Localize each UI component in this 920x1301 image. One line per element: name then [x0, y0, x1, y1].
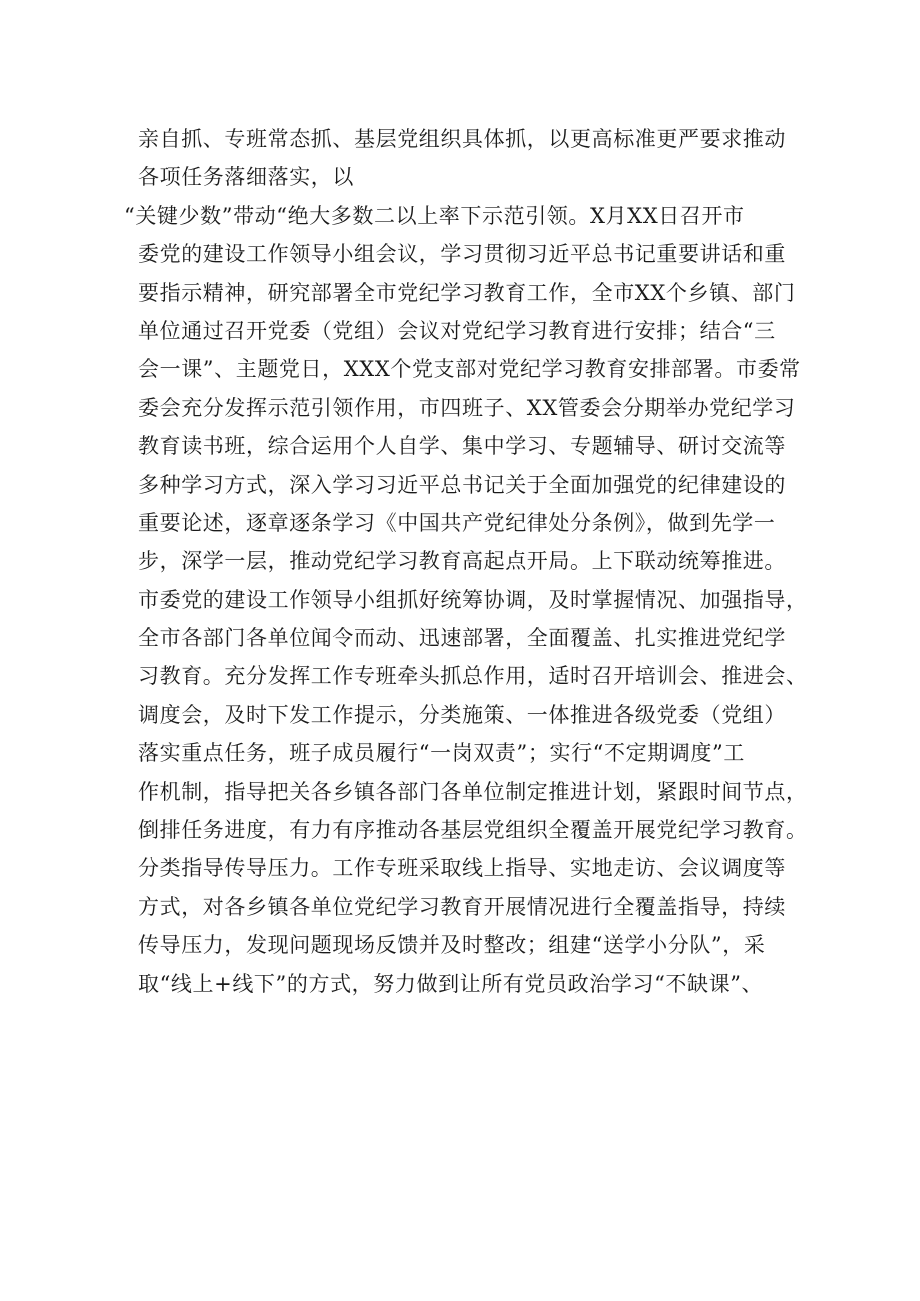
text-line: 倒排任务进度，有力有序推动各基层党组织全覆盖开展党纪学习教育。 [138, 818, 808, 843]
text-line: 全市各部门各单位闻令而动、迅速部署，全面覆盖、扎实推进党纪学 [138, 626, 786, 651]
text-line: 传导压力，发现问题现场反馈并及时整改；组建“送学小分队”，采 [138, 933, 766, 958]
text-line: 各项任务落细落实，以 [138, 165, 354, 190]
text-line: 习教育。充分发挥工作专班牵头抓总作用，适时召开培训会、推进会、 [138, 664, 808, 689]
text-line: 步，深学一层，推动党纪学习教育高起点开局。上下联动统筹推进。 [138, 549, 786, 574]
text-line: 多种学习方式，深入学习习近平总书记关于全面加强党的纪律建设的 [138, 472, 786, 497]
text-line: 单位通过召开党委（党组）会议对党纪学习教育进行安排；结合“三 [138, 318, 776, 343]
text-line: 委会充分发挥示范引领作用，市四班子、XX管委会分期举办党纪学习 [138, 395, 796, 420]
text-line: 作机制，指导把关各乡镇各部门各单位制定推进计划，紧跟时间节点， [138, 779, 808, 804]
text-line: 方式，对各乡镇各单位党纪学习教育开展情况进行全覆盖指导，持续 [138, 894, 786, 919]
text-line: 重要论述，逐章逐条学习《中国共产党纪律处分条例》，做到先学一 [138, 510, 776, 535]
body-text [124, 120, 808, 1003]
text-line: 分类指导传导压力。工作专班采取线上指导、实地走访、会议调度等 [138, 856, 786, 881]
text-line: 市委党的建设工作领导小组抓好统筹协调，及时掌握情况、加强指导， [138, 587, 808, 612]
text-line: 教育读书班，综合运用个人自学、集中学习、专题辅导、研讨交流等 [138, 434, 786, 459]
text-line: 调度会，及时下发工作提示，分类施策、一体推进各级党委（党组） [138, 702, 786, 727]
text-line: 委党的建设工作领导小组会议，学习贯彻习近平总书记重要讲话和重 [138, 242, 786, 267]
text-line: 亲自抓、专班常态抓、基层党组织具体抓，以更高标准更严要求推动 [138, 127, 786, 151]
text-line: “关键少数”带动“绝大多数二以上率下示范引领。X月XX日召开市 [124, 203, 745, 228]
text-line: 会一课”、主题党日，XXX个党支部对党纪学习教育安排部署。市委常 [138, 357, 801, 382]
text-line: 取“线上+线下”的方式，努力做到让所有党员政治学习“不缺课”、 [138, 971, 764, 996]
text-line: 要指示精神，研究部署全市党纪学习教育工作，全市XX个乡镇、部门 [138, 280, 796, 305]
text-line: 落实重点任务，班子成员履行“一岗双责”；实行“不定期调度”工 [138, 741, 745, 766]
